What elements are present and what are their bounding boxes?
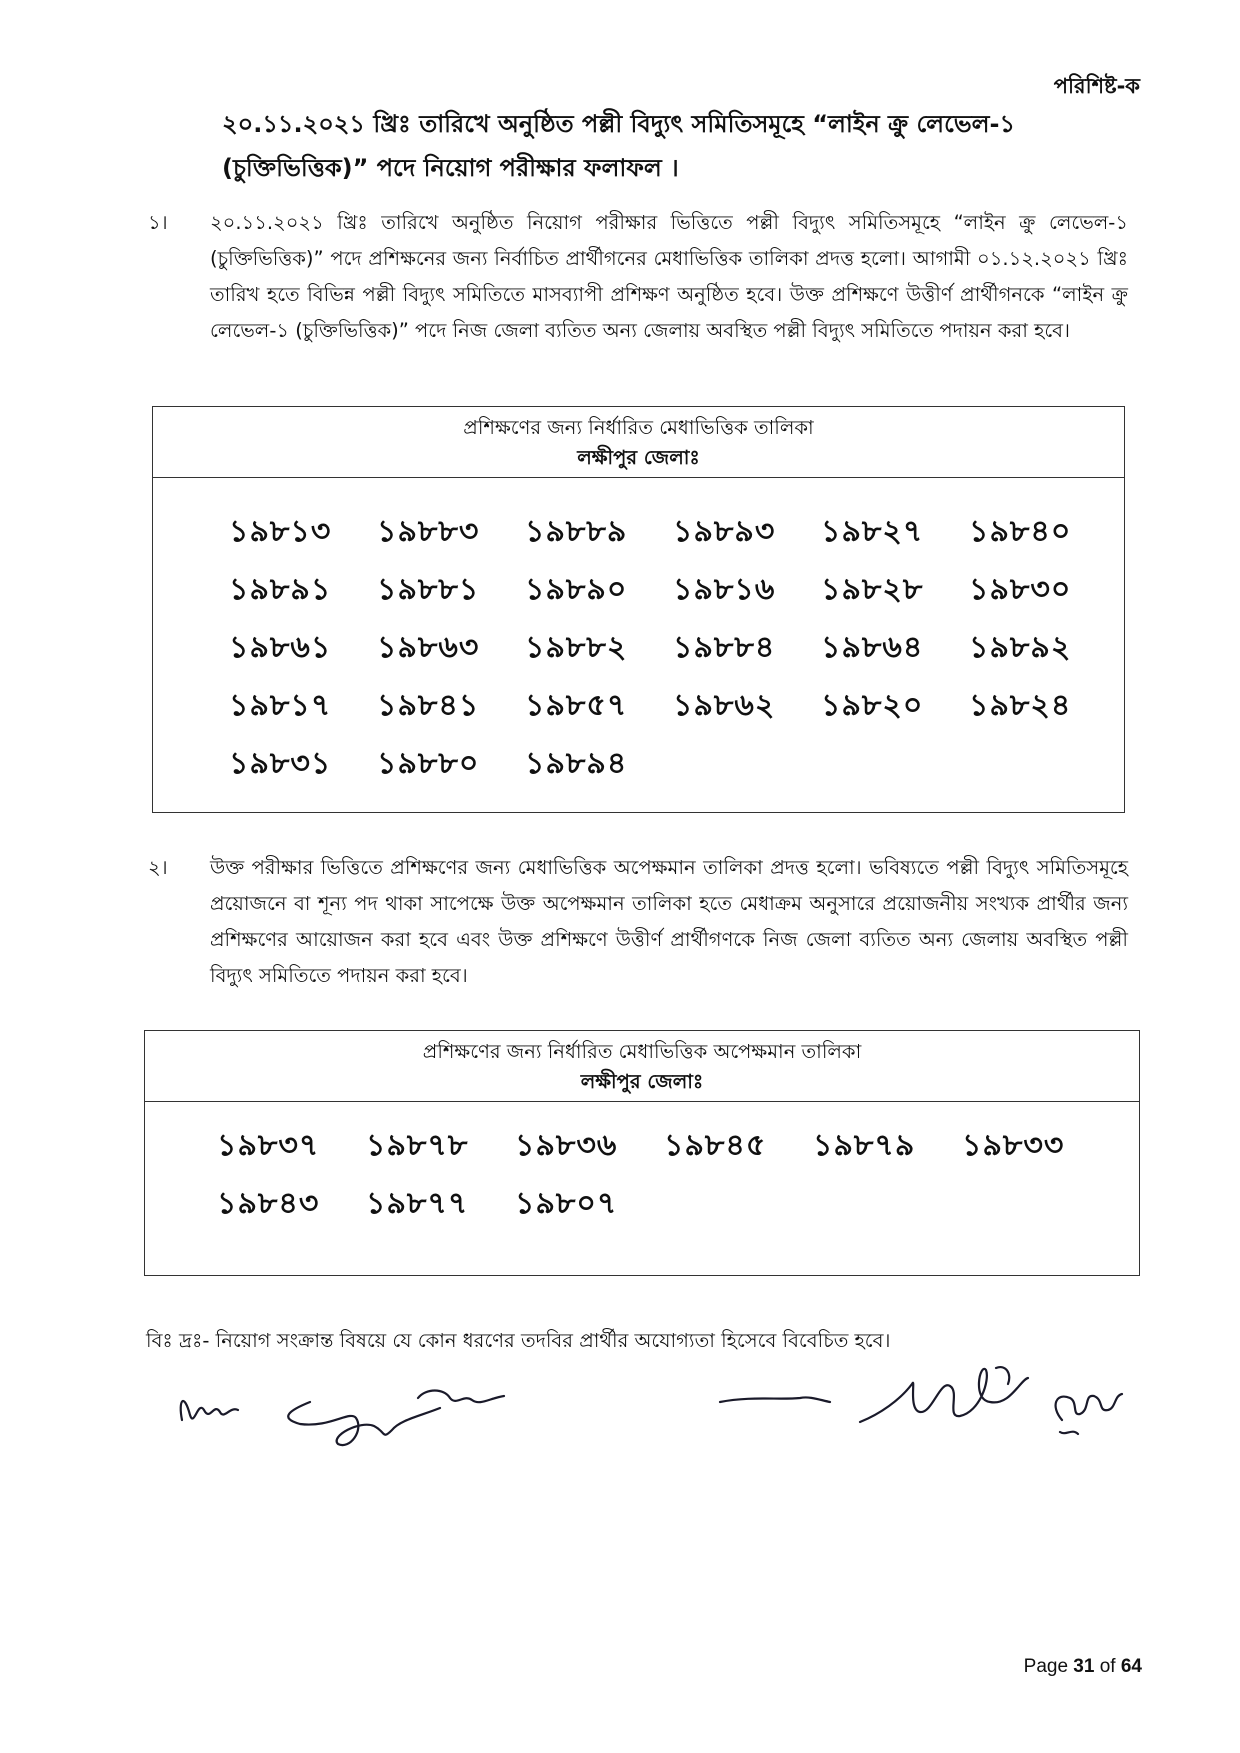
- signatures: [160, 1340, 1170, 1460]
- roll-number: ১৯৮৮০: [377, 746, 480, 781]
- roll-number: ১৯৮৯০: [525, 572, 628, 607]
- merit-list-district: লক্ষীপুর জেলাঃ: [577, 446, 700, 469]
- roll-number: ১৯৮৭৯: [813, 1128, 916, 1163]
- signature-1: [181, 1401, 238, 1420]
- signature-3: [720, 1397, 830, 1402]
- document-heading: ২০.১১.২০২১ খ্রিঃ তারিখে অনুষ্ঠিত পল্লী বিদ্যুৎ সমিতিসমূহে “লাইন ক্রু লেভেল-১ (চুক্তিভিত্তিক)” পদে নিয়োগ পরীক্ষার ফলাফল ।: [222, 110, 1016, 182]
- roll-number: ১৯৮৮৩: [377, 514, 480, 549]
- waiting-list-title: প্রশিক্ষণের জন্য নির্ধারিত মেধাভিত্তিক অপেক্ষমান তালিকা: [422, 1040, 862, 1063]
- roll-number: ১৯৮৬৩: [377, 630, 480, 665]
- page-footer: [1024, 1656, 1142, 1678]
- merit-roll-grid: [153, 478, 1124, 784]
- signature-2: [288, 1391, 504, 1446]
- note-text: বিঃ দ্রঃ- নিয়োগ সংক্রান্ত বিষয়ে যে কোন ধরণের তদবির প্রার্থীর অযোগ্যতা হিসেবে বিবেচিত হবে।: [146, 1329, 891, 1352]
- roll-number: ১৯৮৪১: [377, 688, 480, 723]
- roll-number: ১৯৮০৭: [515, 1186, 618, 1221]
- roll-number: ১৯৮৭৭: [366, 1186, 469, 1221]
- waiting-list-box: [144, 1030, 1140, 1276]
- roll-number: ১৯৮৪০: [969, 514, 1072, 549]
- roll-number: ১৯৮২০: [821, 688, 924, 723]
- paragraph-1: [148, 205, 1128, 349]
- roll-number: ১৯৮৩৩: [962, 1128, 1065, 1163]
- page-total: 64: [1120, 1656, 1142, 1677]
- roll-number: ১৯৮৯৪: [525, 746, 628, 781]
- roll-number: ১৯৮১৭: [229, 688, 332, 723]
- roll-number: ১৯৮৬১: [229, 630, 332, 665]
- of-word: of: [1099, 1656, 1116, 1677]
- roll-number: ১৯৮৯১: [229, 572, 332, 607]
- page-word: Page: [1023, 1656, 1069, 1677]
- paragraph-number: ২।: [148, 856, 168, 879]
- roll-number: ১৯৮৭৮: [366, 1128, 469, 1163]
- merit-list-box: [152, 406, 1125, 813]
- roll-number: ১৯৮৪৫: [664, 1128, 767, 1163]
- roll-number: ১৯৮২৪: [969, 688, 1072, 723]
- roll-number: ১৯৮৩৬: [515, 1128, 618, 1163]
- paragraph-text: উক্ত পরীক্ষার ভিত্তিতে প্রশিক্ষণের জন্য মেধাভিত্তিক অপেক্ষমান তালিকা প্রদত্ত হলো। ভবিষ্যতে পল্লী বিদ্যুৎ সমিতিসমূহে প্রয়োজনে বা শূন্য পদ থাকা সাপেক্ষে উক্ত অপেক্ষমান তালিকা হতে মেধাক্রম অনুসারে প্রয়োজনীয় সংখ্যক প্রার্থীর জন্য প্রশিক্ষণের আয়োজন করা হবে এবং উক্ত প্রশিক্ষণে উত্তীর্ণ প্রার্থীগণকে নিজ জেলা ব্যতিত অন্য জেলায় অবস্থিত পল্লী বিদ্যুৎ সমিতিতে পদায়ন করা হবে।: [210, 856, 1128, 987]
- roll-number: ১৯৮২৭: [821, 514, 924, 549]
- paragraph-text: ২০.১১.২০২১ খ্রিঃ তারিখে অনুষ্ঠিত নিয়োগ পরীক্ষার ভিত্তিতে পল্লী বিদ্যুৎ সমিতিসমূহে “লাইন ক্রু লেভেল-১ (চুক্তিভিত্তিক)” পদে প্রশিক্ষনের জন্য নির্বাচিত প্রার্থীগনের মেধাভিত্তিক তালিকা প্রদত্ত হলো। আগামী ০১.১২.২০২১ খ্রিঃ তারিখ হতে বিভিন্ন পল্লী বিদ্যুৎ সমিতিতে মাসব্যাপী প্রশিক্ষণ অনুষ্ঠিত হবে। উক্ত প্রশিক্ষণে উত্তীর্ণ প্রার্থীগনকে “লাইন ক্রু লেভেল-১ (চুক্তিভিত্তিক)” পদে নিজ জেলা ব্যতিত অন্য জেলায় অবস্থিত পল্লী বিদ্যুৎ সমিতিতে পদায়ন করা হবে।: [210, 211, 1128, 342]
- roll-number: ১৯৮৮৪: [673, 630, 776, 665]
- roll-number: ১৯৮৬২: [673, 688, 776, 723]
- roll-number: ১৯৮২৮: [821, 572, 924, 607]
- roll-number: ১৯৮৯৩: [673, 514, 776, 549]
- merit-list-title: প্রশিক্ষণের জন্য নির্ধারিত মেধাভিত্তিক তালিকা: [463, 416, 814, 439]
- roll-number: ১৯৮৩৭: [217, 1128, 320, 1163]
- roll-number: ১৯৮৬৪: [821, 630, 924, 665]
- roll-number: ১৯৮৮২: [525, 630, 628, 665]
- roll-number: ১৯৮৯২: [969, 630, 1072, 665]
- roll-number: ১৯৮৩০: [969, 572, 1072, 607]
- signature-4: [860, 1367, 1028, 1422]
- appendix-label: পরিশিষ্ট-ক: [1053, 74, 1140, 98]
- waiting-list-district: লক্ষীপুর জেলাঃ: [580, 1070, 704, 1093]
- roll-number: ১৯৮১৩: [229, 514, 332, 549]
- waiting-list-header: [145, 1031, 1139, 1102]
- paragraph-number: ১।: [148, 211, 168, 234]
- signature-5: [1056, 1394, 1122, 1434]
- roll-number: ১৯৮৩১: [229, 746, 332, 781]
- roll-number: ১৯৮৫৭: [525, 688, 628, 723]
- roll-number: ১৯৮৮৯: [525, 514, 628, 549]
- paragraph-2: [148, 850, 1128, 994]
- roll-number: ১৯৮৮১: [377, 572, 480, 607]
- merit-list-header: [153, 407, 1124, 478]
- waiting-roll-grid: [145, 1102, 1139, 1224]
- roll-number: ১৯৮১৬: [673, 572, 776, 607]
- roll-number: ১৯৮৪৩: [217, 1186, 320, 1221]
- page-current: 31: [1073, 1656, 1095, 1677]
